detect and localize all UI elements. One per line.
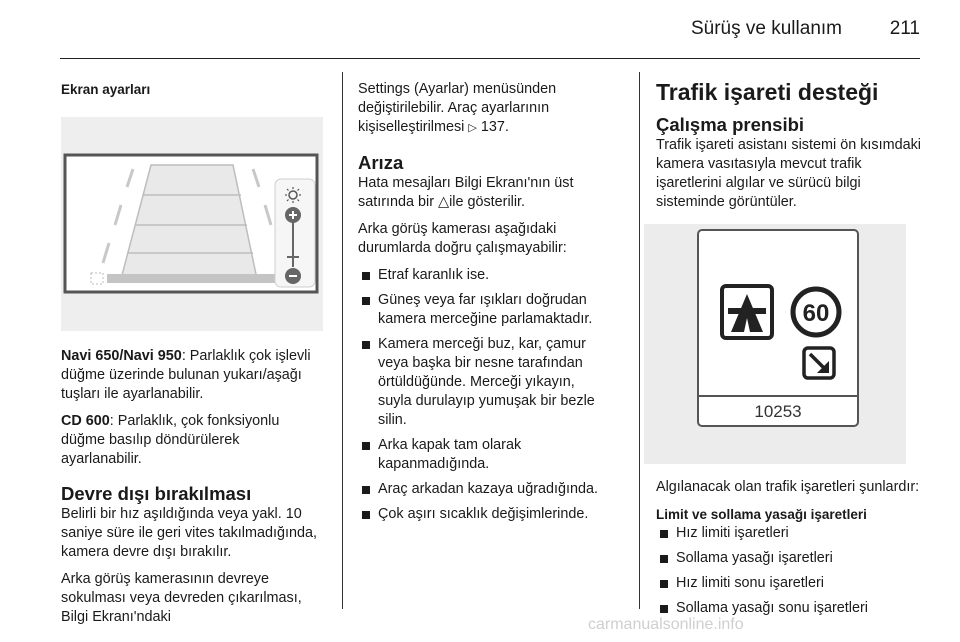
bullet-square-icon: [362, 511, 370, 519]
section-label: Ekran ayarları: [61, 82, 151, 97]
traffic-sign-display-illustration: [644, 224, 906, 464]
header-rule: [60, 58, 920, 59]
bullet-square-icon: [660, 530, 668, 538]
column-1: [61, 80, 323, 635]
limit-heading: Limit ve sollama yasağı işaretleri: [656, 507, 867, 522]
traffic-sign-figure: [644, 224, 906, 464]
cd-paragraph: [61, 412, 323, 469]
bullet-square-icon: [362, 297, 370, 305]
settings-continuation-text: Settings (Ayarlar) menüsünden değiştirilebilir. Araç ayarlarının kişiselleştirilmesi: [358, 81, 557, 135]
settings-continuation: [358, 80, 612, 138]
bullet-square-icon: [362, 442, 370, 450]
watermark: carmanualsonline.info: [588, 616, 744, 633]
list-item-text: Etraf karanlık ise.: [378, 267, 490, 283]
camera-screen-illustration: [61, 117, 323, 331]
bullet-square-icon: [362, 272, 370, 280]
list-item: [358, 266, 612, 285]
fault-text-b: ile gösterilir.: [449, 194, 526, 210]
bullet-square-icon: [362, 486, 370, 494]
list-item-text: Sollama yasağı işaretleri: [676, 550, 833, 566]
navi-model-label: Navi 650/Navi 950: [61, 348, 182, 364]
list-item: [358, 291, 612, 329]
list-item-text: Hız limiti işaretleri: [676, 525, 789, 541]
list-item-text: Güneş veya far ışıkları doğrudan kamera merceğine parlamaktadır.: [378, 292, 593, 327]
page-reference: 137.: [480, 119, 509, 135]
bullet-square-icon: [660, 605, 668, 613]
list-item: [358, 335, 612, 430]
list-item-text: Hız limiti sonu işaretleri: [676, 575, 824, 591]
triangle-arrow-icon: ▷: [468, 122, 477, 134]
section-title: Trafik işareti desteği: [656, 79, 879, 105]
speed-limit-value: 60: [802, 300, 830, 327]
principle-heading: Çalışma prensibi: [656, 114, 805, 135]
list-item-text: Çok aşırı sıcaklık değişimlerinde.: [378, 506, 589, 522]
bullet-square-icon: [660, 580, 668, 588]
fault-heading: Arıza: [358, 152, 404, 173]
figure-number: 10253: [754, 402, 802, 421]
list-item: [358, 505, 612, 524]
list-item: [656, 549, 926, 568]
list-item: [358, 436, 612, 474]
principle-text: Trafik işareti asistanı sistemi ön kısımdaki kamera vasıtasıyla mevcut trafik işaretlerini algılar ve sürücü bilgi sisteminde görüntüler.: [656, 137, 921, 210]
column-divider: [639, 72, 640, 609]
bullet-square-icon: [362, 341, 370, 349]
list-item-text: Sollama yasağı sonu işaretleri: [676, 600, 868, 616]
deactivation-text-2: Arka görüş kamerasının devreye sokulması veya devreden çıkarılması, Bilgi Ekranı'ndaki: [61, 571, 302, 625]
list-item: [358, 480, 612, 499]
conditions-intro: Arka görüş kamerası aşağıdaki durumlarda doğru çalışmayabilir:: [358, 221, 567, 256]
deactivation-heading: Devre dışı bırakılması: [61, 483, 252, 504]
list-item-text: Arka kapak tam olarak kapanmadığında.: [378, 437, 522, 472]
column-3: [656, 80, 926, 624]
bullet-square-icon: [660, 555, 668, 563]
deactivation-text: Belirli bir hız aşıldığında veya yakl. 10 saniye süre ile geri vites takılmadığında, kamera devre dışı bırakılır.: [61, 506, 317, 560]
page-number: 211: [889, 18, 920, 39]
detected-intro: Algılanacak olan trafik işaretleri şunlardır:: [656, 479, 920, 495]
column-divider: [342, 72, 343, 609]
fault-text: [358, 174, 612, 212]
navi-paragraph: [61, 347, 323, 404]
list-item: [656, 524, 926, 543]
column-2: [358, 80, 612, 530]
navi-description: : Parlaklık çok işlevli düğme üzerinde bulunan yukarı/aşağı tuşları ile ayarlanabilir.: [61, 348, 311, 402]
list-item: [656, 574, 926, 593]
running-head-title: Sürüş ve kullanım: [690, 18, 842, 39]
list-item-text: Araç arkadan kazaya uğradığında.: [378, 481, 598, 497]
warning-triangle-icon: △: [438, 194, 450, 210]
cd-description: : Parlaklık, çok fonksiyonlu düğme basılıp döndürülerek ayarlanabilir.: [61, 413, 280, 467]
rear-camera-display-figure: [61, 117, 323, 331]
fault-text-a: Hata mesajları Bilgi Ekranı'nın üst satırında bir: [358, 175, 574, 210]
cd-model-label: CD 600: [61, 413, 110, 429]
list-item-text: Kamera merceği buz, kar, çamur veya başka bir nesne tarafından örtüldüğünde. Merceği yıkayın, suyla durulayıp yumuşak bir bezle silin.: [378, 336, 595, 428]
